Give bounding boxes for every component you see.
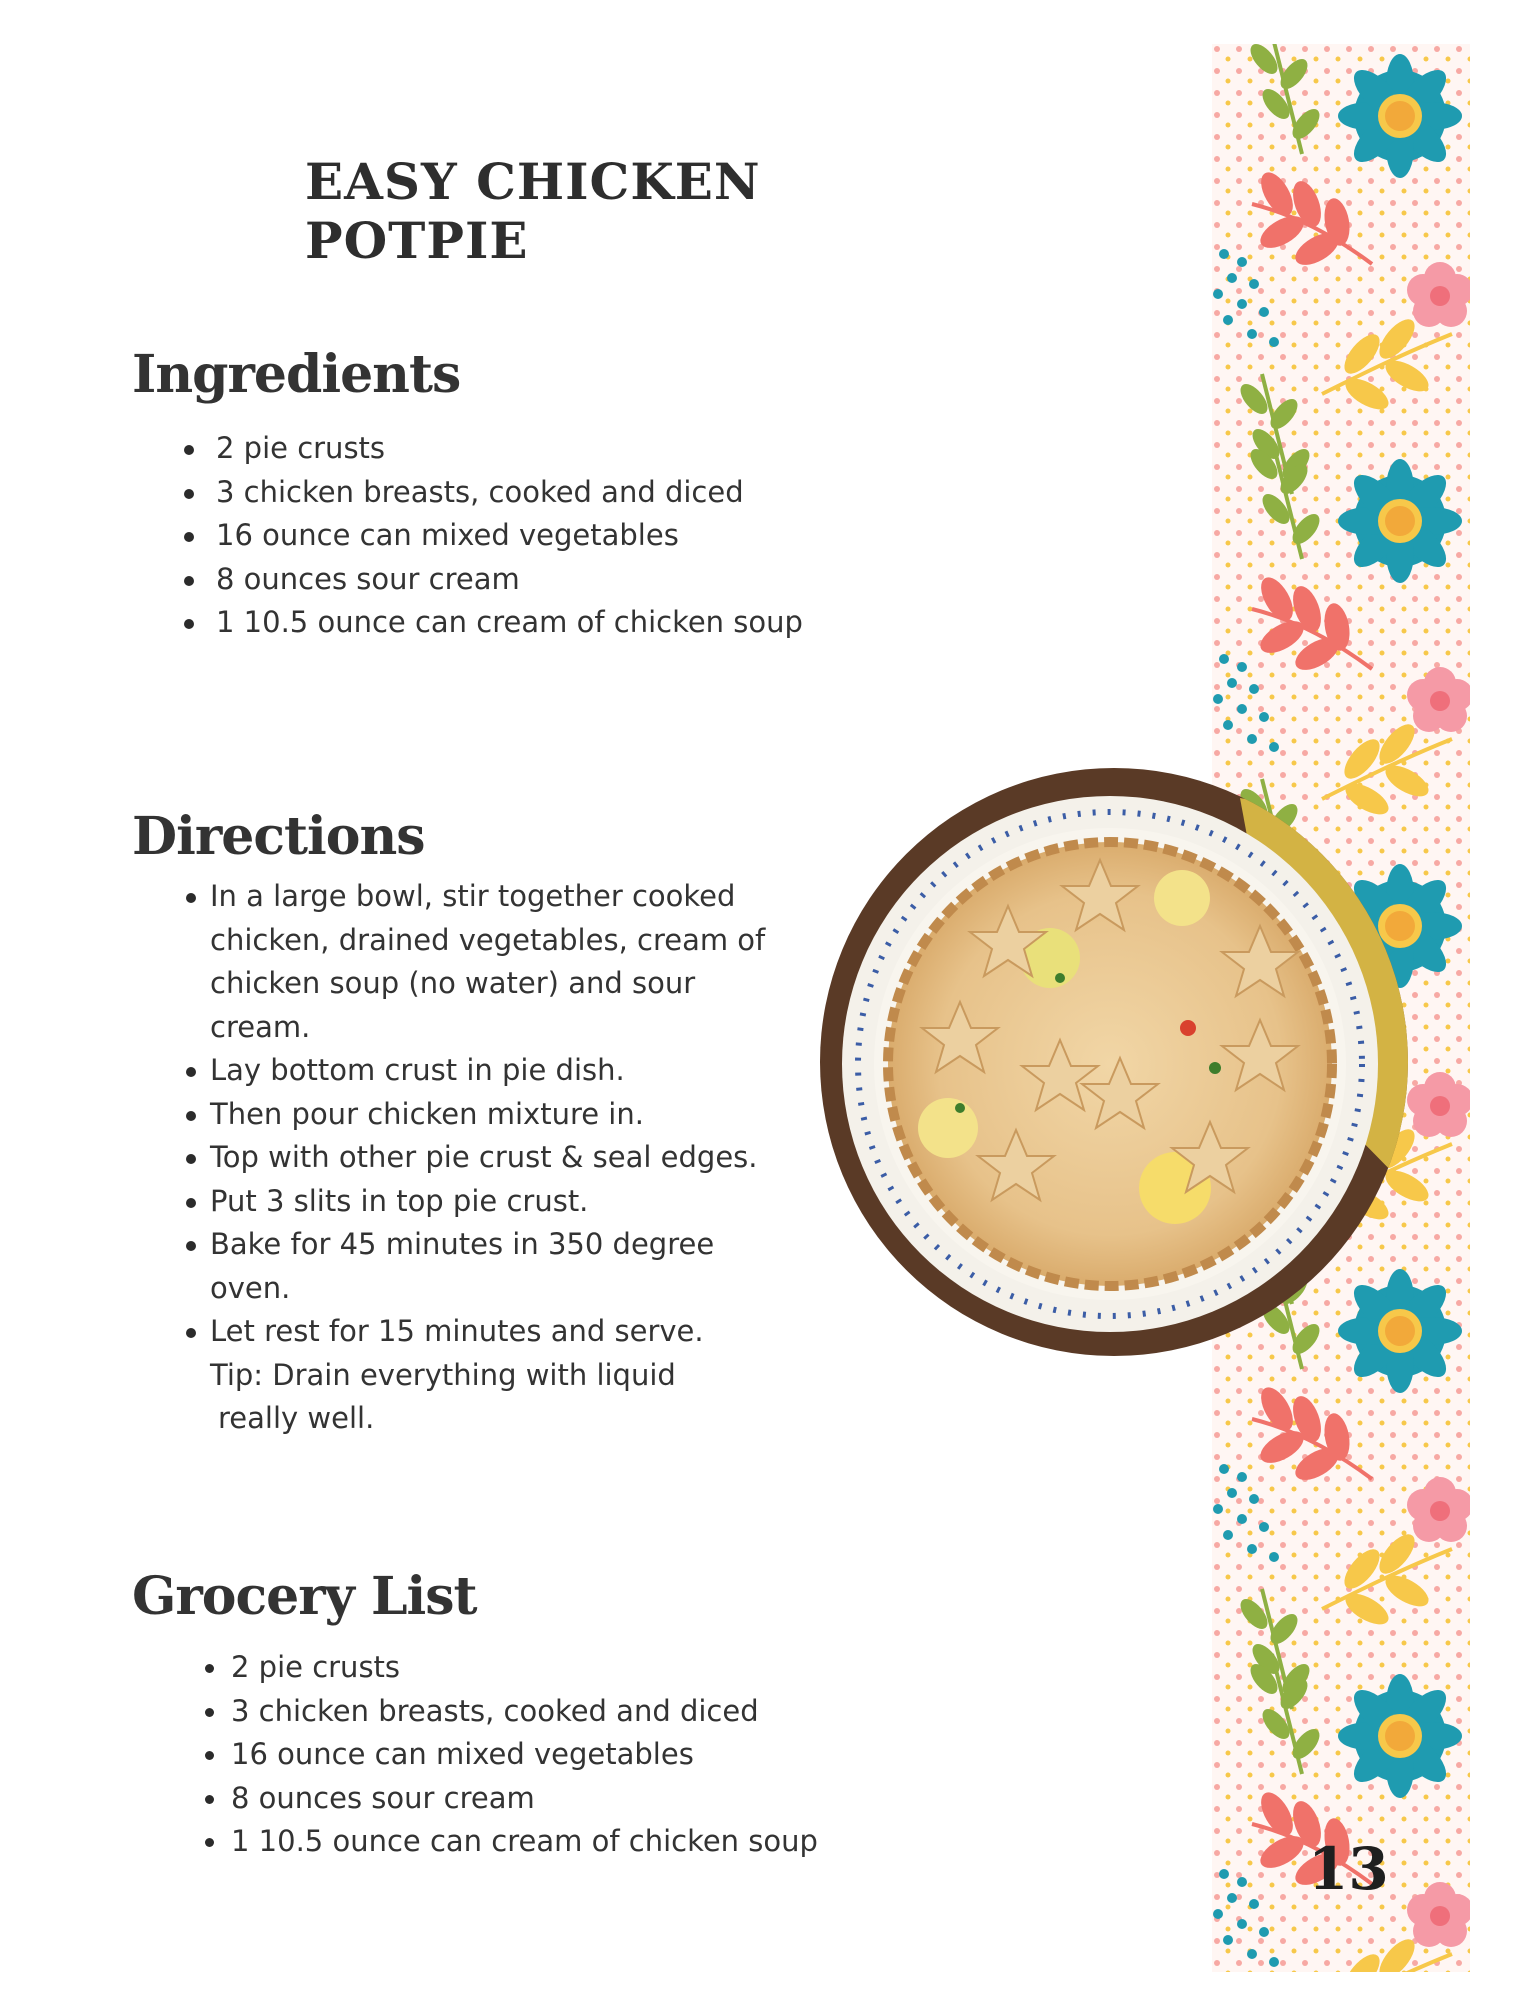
direction-step-text: Let rest for 15 minutes and serve. [210, 1314, 704, 1348]
list-item: 16 ounce can mixed vegetables [231, 1733, 818, 1777]
list-item: 8 ounces sour cream [231, 1777, 818, 1821]
tip-text: Tip: Drain everything with liquid [210, 1357, 676, 1392]
tip-text-continued: really well. [218, 1401, 375, 1435]
list-item: 1 10.5 ounce can cream of chicken soup [216, 601, 803, 645]
direction-step: Then pour chicken mixture in. [210, 1093, 770, 1137]
ingredients-heading: Ingredients [132, 344, 461, 405]
page-title: EASY CHICKEN POTPIE [305, 152, 761, 270]
list-item: 3 chicken breasts, cooked and diced [231, 1690, 818, 1734]
directions-list [210, 875, 770, 1441]
ingredients-list [216, 427, 803, 645]
directions-heading: Directions [132, 806, 425, 867]
direction-step: In a large bowl, stir together cooked chicken, drained vegetables, cream of chicken soup (no water) and sour cream. [210, 875, 770, 1049]
page-number: 13 [1308, 1835, 1389, 1903]
direction-step-last [210, 1310, 770, 1441]
grocery-list [231, 1646, 818, 1864]
list-item: 2 pie crusts [231, 1646, 818, 1690]
direction-step: Top with other pie crust & seal edges. [210, 1136, 770, 1180]
grocery-heading: Grocery List [132, 1566, 477, 1627]
direction-step: Lay bottom crust in pie dish. [210, 1049, 770, 1093]
pie-image-icon [820, 768, 1408, 1356]
list-item: 1 10.5 ounce can cream of chicken soup [231, 1820, 818, 1864]
list-item: 16 ounce can mixed vegetables [216, 514, 803, 558]
chicken-potpie-photo [820, 768, 1408, 1356]
list-item: 3 chicken breasts, cooked and diced [216, 471, 803, 515]
list-item: 2 pie crusts [216, 427, 803, 471]
list-item: 8 ounces sour cream [216, 558, 803, 602]
direction-step: Put 3 slits in top pie crust. [210, 1180, 770, 1224]
direction-step: Bake for 45 minutes in 350 degree oven. [210, 1223, 770, 1310]
